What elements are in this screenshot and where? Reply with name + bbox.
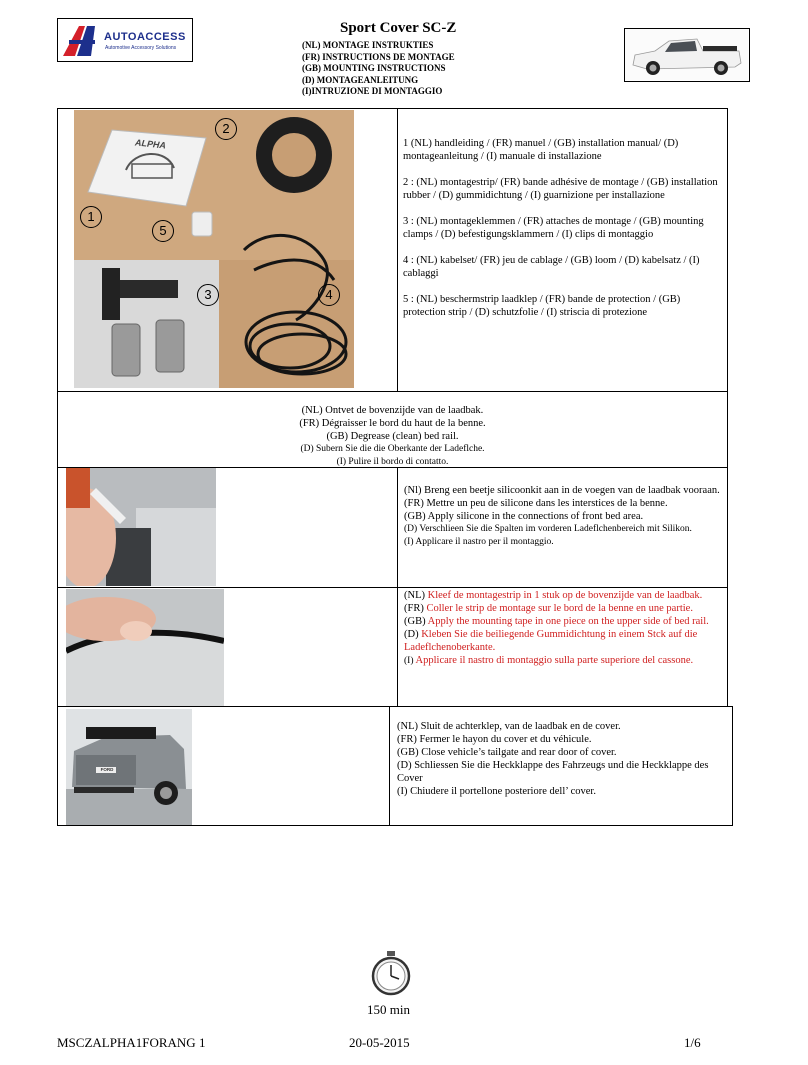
step-tape-divider [397,587,398,707]
mounting-tape-illustration [66,589,224,706]
step-tape-gb-text: Apply the mounting tape in one piece on the upper side of bed rail. [427,616,709,627]
parts-photo [74,110,354,388]
subtitle-i: (I)INTRUZIONE DI MONTAGGIO [302,86,443,96]
marker-2: 2 [215,118,237,140]
step-tape-d-text: Kleben Sie die beiliegende Gummidichtung in einem Stck auf die Ladeflchenoberkante. [404,629,698,653]
step-close-text [397,720,727,798]
step-silicone-d: (D) Verschlieen Sie die Spalten im vorderen Ladeflchenbereich mit Silikon. [404,524,692,534]
step-tape-i-prefix: (I) [404,656,414,666]
subtitle-nl: (NL) MONTAGE INSTRUKTIES [302,40,434,50]
license-plate: FORD [100,767,114,772]
page-title: Sport Cover SC-Z [340,20,457,36]
subtitle-gb: (GB) MOUNTING INSTRUCTIONS [302,63,446,73]
stopwatch-icon [370,950,412,996]
step-silicone-i: (I) Applicare il nastro per il montaggio. [404,537,554,547]
logo-name: AUTOACCESS [104,31,186,43]
tape-photo [66,589,224,706]
parts-list [403,137,721,319]
manual-brand: ALPHA [134,137,167,151]
step-tape-fr [404,602,722,615]
step-degrease-fr: (FR) Dégraisser le bord du haut de la benne. [299,418,486,429]
step-silicone-nl: (Nl) Breng een beetje silicoonkit aan in de voegen van de laadbak vooraan. [404,485,720,496]
marker-5: 5 [152,220,174,242]
part-item-4: 4 : (NL) kabelset/ (FR) jeu de cablage / (GB) loom / (D) kabelsatz / (I) cablaggi [403,255,700,279]
closed-cover-photo [66,709,192,825]
step-tape-i-text: Applicare il nastro di montaggio sulla parte superiore del cassone. [415,655,694,666]
step-tape-d [404,628,722,654]
marker-3: 3 [197,284,219,306]
doc-code: MSCZALPHA1FORANG 1 [57,1035,206,1050]
step-close-d: (D) Schliessen Sie die Heckklappe des Fahrzeugs und die Heckklappe des Cover [397,760,709,784]
step-degrease-text [57,404,728,469]
part-item-1: 1 (NL) handleiding / (FR) manuel / (GB) installation manual/ (D) montageanleitung / (I) manuale di installazione [403,138,679,162]
step-tape-fr-text: Coller le strip de montage sur le bord de la benne en une partie. [426,603,693,614]
parts-row-divider [397,108,398,392]
step-silicone-text [404,484,722,549]
step-close-nl: (NL) Sluit de achterklep, van de laadbak en de cover. [397,721,621,732]
step-tape-text [404,589,722,668]
step-silicone-gb: (GB) Apply silicone in the connections of front bed area. [404,511,644,522]
doc-date: 20-05-2015 [349,1035,410,1050]
silicone-application-illustration [66,468,216,586]
vehicle-thumbnail [624,28,750,82]
subtitle-fr: (FR) INSTRUCTIONS DE MONTAGE [302,51,455,62]
step-tape-nl [404,589,722,602]
marker-1: 1 [80,206,102,228]
step-tape-nl-text: Kleef de montagestrip in 1 stuk op de bovenzijde van de laadbak. [427,590,703,601]
truck-rear-illustration [66,709,192,825]
step-close-gb: (GB) Close vehicle’s tailgate and rear door of cover. [397,747,617,758]
pickup-truck-icon [625,29,748,80]
step-silicone-fr: (FR) Mettre un peu de silicone dans les interstices de la benne. [404,498,668,509]
step-tape-gb [404,615,722,628]
parts-kit-illustration [74,110,354,388]
step-close-i: (I) Chiudere il portellone posteriore dell’ cover. [397,786,596,797]
step-close-divider [389,706,390,826]
subtitle-d: (D) MONTAGEANLEITUNG [302,74,419,85]
subtitle-list [302,40,455,98]
install-time: 150 min [367,1002,410,1017]
part-item-3: 3 : (NL) montageklemmen / (FR) attaches de montage / (GB) mounting clamps / (D) befestigungsklammern / (I) clips di montaggio [403,216,704,240]
brand-logo [57,18,193,62]
step-degrease-d: (D) Subern Sie die die Oberkante der Ladeflche. [300,444,485,454]
silicone-photo [66,468,216,586]
step-close-fr: (FR) Fermer le hayon du cover et du véhicule. [397,734,592,745]
step-degrease-i: (I) Pulire il bordo di contatto. [336,457,449,467]
step-tape-nl-prefix: (NL) [404,590,425,601]
part-item-5: 5 : (NL) beschermstrip laadklep / (FR) bande de protection / (GB) protection strip / (D) schutzfolie / (I) striscia di protezione [403,294,681,318]
step-tape-gb-prefix: (GB) [404,616,426,627]
step-tape-d-prefix: (D) [404,629,419,640]
step-tape-i [404,654,722,668]
step-silicone-divider [397,467,398,588]
step-tape-fr-prefix: (FR) [404,603,424,614]
logo-emblem-icon [61,22,105,58]
logo-tagline: Automotive Accessory Solutions [105,45,177,51]
step-degrease-gb: (GB) Degrease (clean) bed rail. [326,431,459,442]
marker-4: 4 [318,284,340,306]
part-item-2: 2 : (NL) montagestrip/ (FR) bande adhésive de montage / (GB) installation rubber / (D) gummidichtung / (I) guarnizione per installazione [403,177,718,201]
page-number: 1/6 [684,1035,701,1050]
step-degrease-nl: (NL) Ontvet de bovenzijde van de laadbak. [301,405,484,416]
